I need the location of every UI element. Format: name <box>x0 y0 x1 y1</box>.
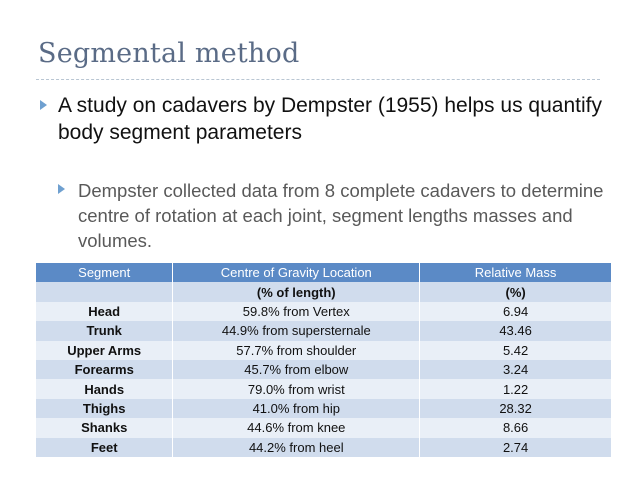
table-units-row <box>36 282 612 301</box>
mass-cell: 28.32 <box>420 399 612 418</box>
segment-cell: Feet <box>36 438 173 457</box>
segment-cell: Forearms <box>36 360 173 379</box>
cog-cell: 41.0% from hip <box>173 399 420 418</box>
header-cog-location: Centre of Gravity Location <box>173 263 420 282</box>
segment-cell: Upper Arms <box>36 341 173 360</box>
table-row <box>36 399 612 418</box>
table-row <box>36 360 612 379</box>
mass-cell: 2.74 <box>420 438 612 457</box>
table-row <box>36 321 612 340</box>
units-mass: (%) <box>420 282 612 301</box>
table-row <box>36 379 612 398</box>
mass-cell: 8.66 <box>420 418 612 437</box>
bullet-main: A study on cadavers by Dempster (1955) helps us quantify body segment parameters <box>58 94 602 144</box>
cog-cell: 44.6% from knee <box>173 418 420 437</box>
slide-title: Segmental method <box>38 38 300 69</box>
mass-cell: 1.22 <box>420 379 612 398</box>
cog-cell: 45.7% from elbow <box>173 360 420 379</box>
table-row <box>36 302 612 321</box>
cog-cell: 57.7% from shoulder <box>173 341 420 360</box>
header-relative-mass: Relative Mass <box>420 263 612 282</box>
segment-cell: Shanks <box>36 418 173 437</box>
cog-cell: 79.0% from wrist <box>173 379 420 398</box>
dempster-segment-table <box>36 263 612 457</box>
segment-cell: Head <box>36 302 173 321</box>
segment-cell: Hands <box>36 379 173 398</box>
mass-cell: 43.46 <box>420 321 612 340</box>
sub-bullet-triangle-icon <box>58 184 65 194</box>
units-segment <box>36 282 173 301</box>
bullet-triangle-icon <box>40 100 47 110</box>
table-header-row <box>36 263 612 282</box>
table-row <box>36 438 612 457</box>
title-divider <box>36 79 600 80</box>
segment-cell: Trunk <box>36 321 173 340</box>
bullet-sub: Dempster collected data from 8 complete cadavers to determine centre of rotation at each joint, segment lengths masses and volumes. <box>78 180 604 251</box>
mass-cell: 5.42 <box>420 341 612 360</box>
cog-cell: 44.2% from heel <box>173 438 420 457</box>
segment-cell: Thighs <box>36 399 173 418</box>
cog-cell: 44.9% from supersternale <box>173 321 420 340</box>
table-row <box>36 341 612 360</box>
table-row <box>36 418 612 437</box>
cog-cell: 59.8% from Vertex <box>173 302 420 321</box>
mass-cell: 6.94 <box>420 302 612 321</box>
mass-cell: 3.24 <box>420 360 612 379</box>
units-cog: (% of length) <box>173 282 420 301</box>
header-segment: Segment <box>36 263 173 282</box>
